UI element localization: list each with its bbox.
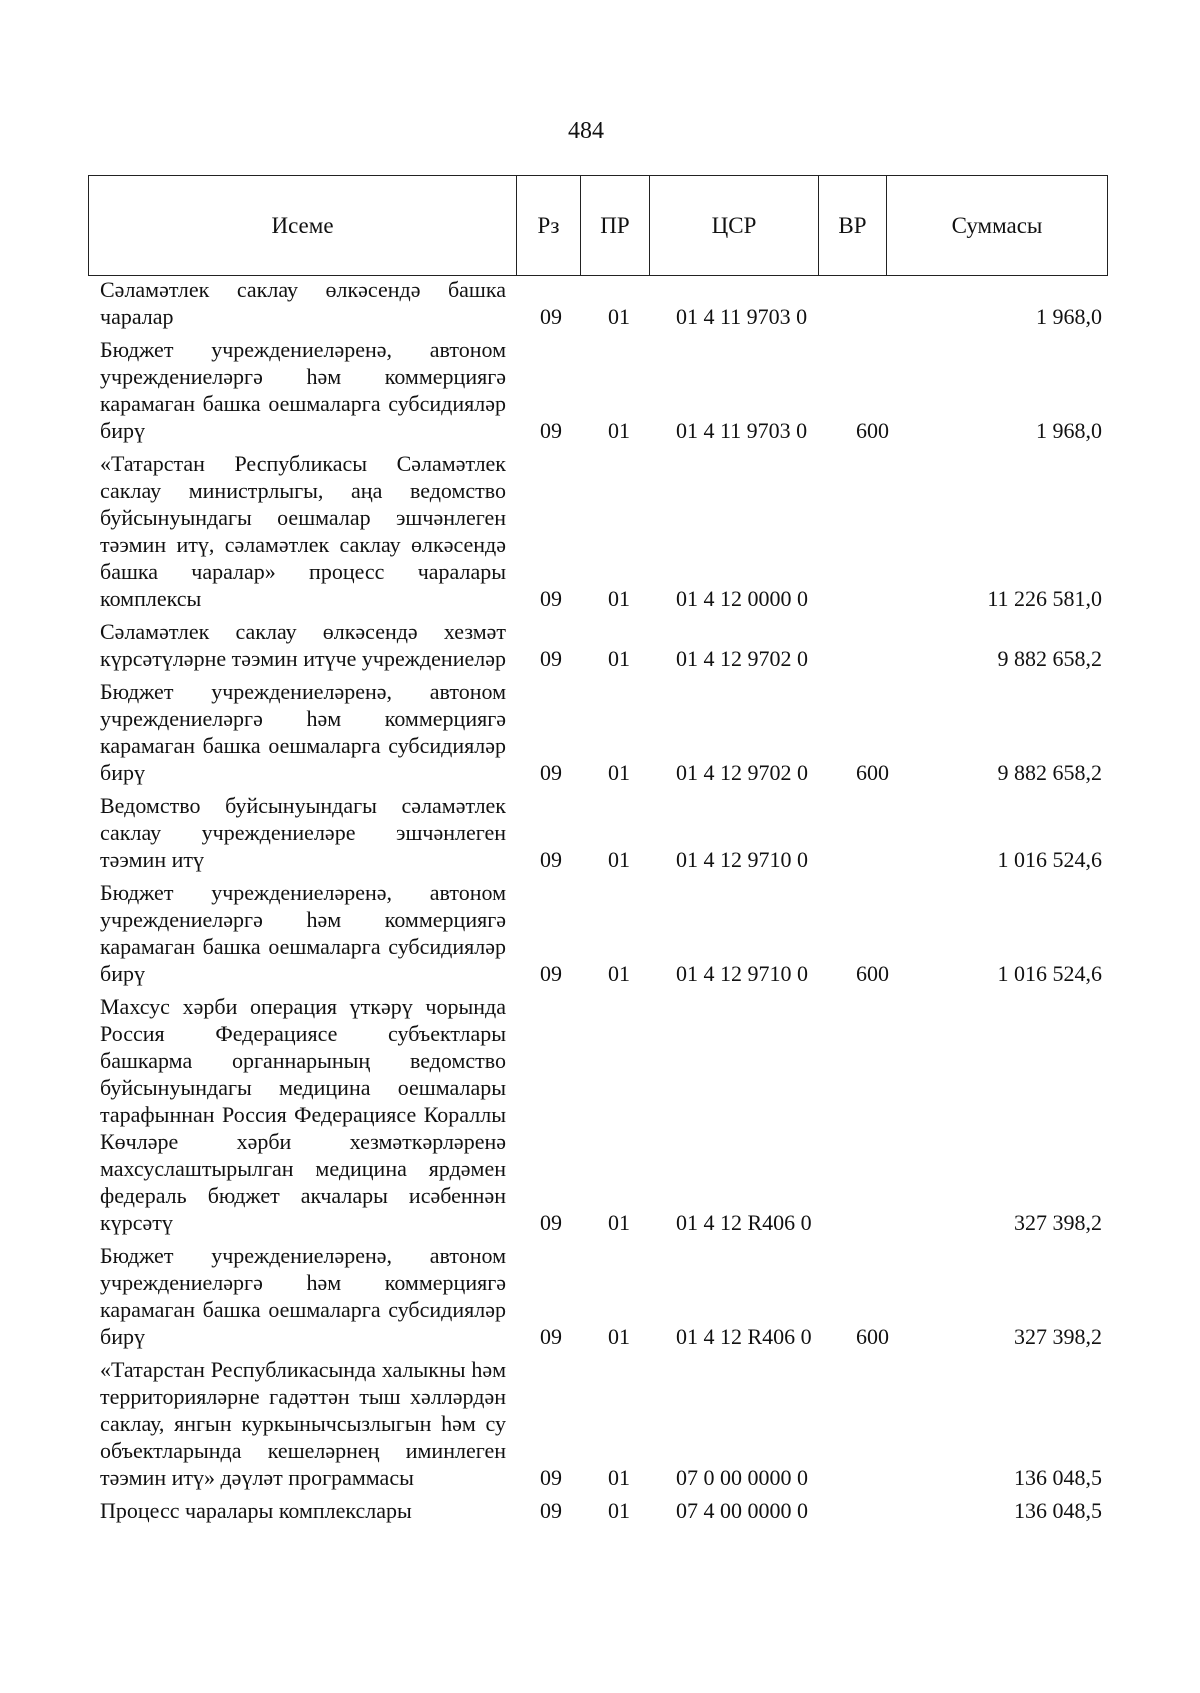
row-sum: 136 048,5	[1014, 1465, 1102, 1490]
header-vr: ВР	[819, 176, 887, 275]
row-name: «Татарстан Республикасында халыкны һәм территорияләрне гадәттән тыш хәлләрдән саклау, янгын куркынычсызлыгын һәм су объектларында кешеләрнең иминлеген тәэмин итү» дәүләт программасы	[100, 1357, 506, 1490]
table-row	[0, 879, 1200, 987]
table-row	[0, 1356, 1200, 1491]
row-vr: 600	[856, 418, 889, 443]
table-row	[0, 276, 1200, 330]
row-pr: 01	[608, 418, 630, 443]
row-name: Махсус хәрби операция үткәрү чорында Россия Федерациясе субъектлары башкарма органнарының ведомство буйсынуындагы медицина оешмалары тарафыннан Россия Федерациясе Кораллы Көчләре хәрби хезмәткәрләренә махсуслаштырылган медицина ярдәмен федераль бюджет акчалары исәбеннән күрсәтү	[100, 994, 506, 1235]
row-pr: 01	[608, 646, 630, 671]
row-rz: 09	[540, 961, 562, 986]
row-name: Процесс чаралары комплекслары	[100, 1498, 412, 1523]
row-csr: 01 4 11 9703 0	[676, 418, 808, 443]
row-rz: 09	[540, 847, 562, 872]
row-csr: 07 4 00 0000 0	[676, 1498, 808, 1523]
page-number: 484	[568, 118, 604, 144]
table-row	[0, 678, 1200, 786]
header-csr: ЦСР	[650, 176, 819, 275]
table-row	[0, 993, 1200, 1236]
row-pr: 01	[608, 1465, 630, 1490]
row-pr: 01	[608, 847, 630, 872]
row-name: Сәламәтлек саклау өлкәсендә башка чаралар	[100, 277, 506, 329]
table-header	[88, 175, 1108, 276]
row-sum: 9 882 658,2	[997, 646, 1102, 671]
table-row	[0, 618, 1200, 672]
row-sum: 327 398,2	[1014, 1210, 1102, 1235]
row-sum: 1 016 524,6	[997, 847, 1102, 872]
row-rz: 09	[540, 646, 562, 671]
row-sum: 1 016 524,6	[997, 961, 1102, 986]
row-vr: 600	[856, 760, 889, 785]
row-csr: 01 4 12 R406 0	[676, 1210, 812, 1235]
table-row	[0, 792, 1200, 873]
row-rz: 09	[540, 1210, 562, 1235]
row-rz: 09	[540, 586, 562, 611]
row-csr: 07 0 00 0000 0	[676, 1465, 808, 1490]
row-pr: 01	[608, 1498, 630, 1523]
row-rz: 09	[540, 304, 562, 329]
header-pr: ПР	[581, 176, 650, 275]
row-sum: 11 226 581,0	[987, 586, 1102, 611]
row-sum: 1 968,0	[1036, 418, 1102, 443]
row-name: Бюджет учреждениеләренә, автоном учреждениеләргә һәм коммерциягә карамаган башка оешмаларга субсидияләр бирү	[100, 337, 506, 443]
row-csr: 01 4 12 9702 0	[676, 760, 808, 785]
header-sum: Суммасы	[951, 212, 1043, 238]
row-csr: 01 4 12 R406 0	[676, 1324, 812, 1349]
row-csr: 01 4 11 9703 0	[676, 304, 808, 329]
row-pr: 01	[608, 1210, 630, 1235]
row-csr: 01 4 12 9710 0	[676, 961, 808, 986]
row-name: Ведомство буйсынуындагы сәламәтлек саклау учреждениеләре эшчәнлеген тәэмин итү	[100, 793, 506, 872]
row-sum: 9 882 658,2	[997, 760, 1102, 785]
row-rz: 09	[540, 1324, 562, 1349]
row-rz: 09	[540, 418, 562, 443]
row-rz: 09	[540, 760, 562, 785]
row-csr: 01 4 12 0000 0	[676, 586, 808, 611]
row-name: Бюджет учреждениеләренә, автоном учреждениеләргә һәм коммерциягә карамаган башка оешмаларга субсидияләр бирү	[100, 1243, 506, 1349]
row-pr: 01	[608, 961, 630, 986]
row-name: Бюджет учреждениеләренә, автоном учреждениеләргә һәм коммерциягә карамаган башка оешмаларга субсидияләр бирү	[100, 880, 506, 986]
row-sum: 327 398,2	[1014, 1324, 1102, 1349]
row-csr: 01 4 12 9702 0	[676, 646, 808, 671]
row-pr: 01	[608, 760, 630, 785]
row-pr: 01	[608, 304, 630, 329]
header-name: Исеме	[89, 176, 517, 275]
row-vr: 600	[856, 1324, 889, 1349]
header-rz: Рз	[517, 176, 581, 275]
row-sum: 1 968,0	[1036, 304, 1102, 329]
row-rz: 09	[540, 1498, 562, 1523]
row-pr: 01	[608, 586, 630, 611]
table-row	[0, 336, 1200, 444]
row-vr: 600	[856, 961, 889, 986]
table-body	[0, 276, 1200, 1524]
row-name: Сәламәтлек саклау өлкәсендә хезмәт күрсәтүләрне тәэмин итүче учреждениеләр	[100, 619, 506, 671]
row-pr: 01	[608, 1324, 630, 1349]
table-row	[0, 1242, 1200, 1350]
row-name: «Татарстан Республикасы Сәламәтлек саклау министрлыгы, аңа ведомство буйсынуындагы оешмалар эшчәнлеген тәэмин итү, сәламәтлек саклау өлкәсендә башка чаралар» процесс чаралары комплексы	[100, 451, 506, 611]
table-row	[0, 450, 1200, 612]
row-rz: 09	[540, 1465, 562, 1490]
row-name: Бюджет учреждениеләренә, автоном учреждениеләргә һәм коммерциягә карамаган башка оешмаларга субсидияләр бирү	[100, 679, 506, 785]
table-row	[0, 1497, 1200, 1524]
row-csr: 01 4 12 9710 0	[676, 847, 808, 872]
row-sum: 136 048,5	[1014, 1498, 1102, 1523]
